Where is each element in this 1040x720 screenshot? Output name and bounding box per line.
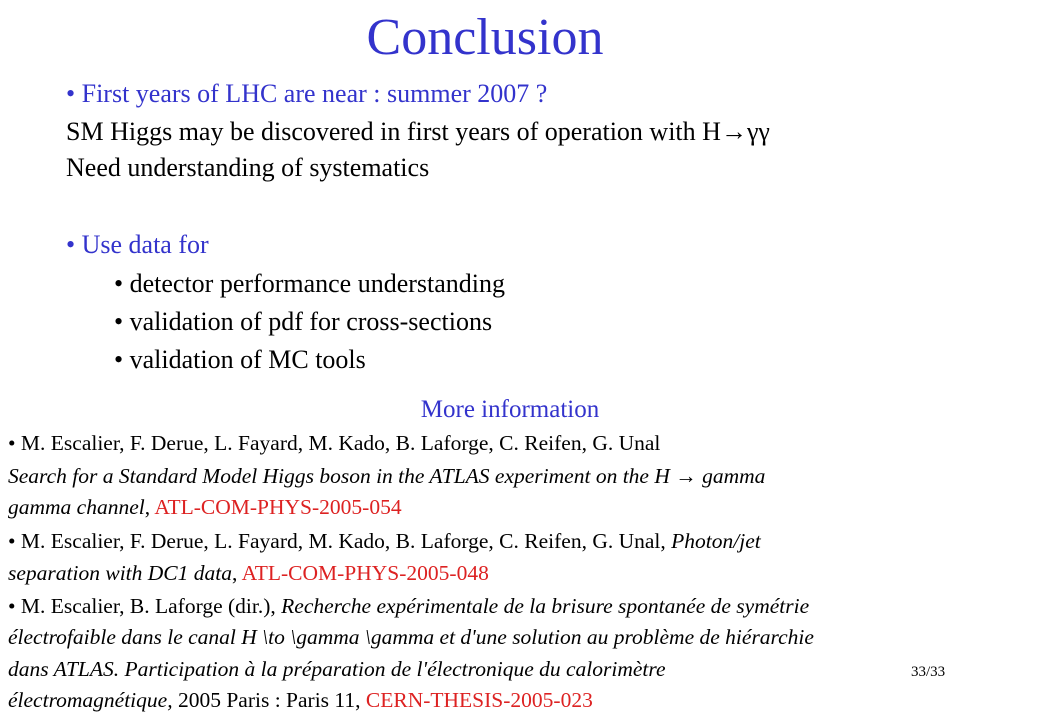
bullet-dot: • (66, 79, 76, 108)
bullet-text: First years of LHC are near : summer 2007 ? (81, 79, 548, 108)
higgs-discovery-line (66, 114, 770, 150)
reference-report-link[interactable]: CERN-THESIS-2005-023 (365, 688, 593, 712)
sub-bullet-item (114, 342, 366, 378)
reference-separator: , (144, 495, 155, 519)
page-number: 33/33 (911, 664, 946, 680)
bullet-dot: • (114, 307, 124, 336)
reference-3-title (8, 622, 814, 652)
reference-3-title-end (8, 685, 593, 715)
sub-bullet-text: validation of MC tools (129, 345, 366, 374)
reference-title: gamma (696, 464, 766, 488)
reference-title: dans ATLAS. Participation à la préparation de l'électronique du calorimètre (8, 657, 666, 681)
bullet-dot: • (114, 269, 124, 298)
right-arrow-icon: → (720, 117, 747, 146)
reference-title: électromagnétique, (8, 688, 173, 712)
bullet-dot: • (66, 230, 76, 259)
reference-authors: M. Escalier, F. Derue, L. Fayard, M. Kado, B. Laforge, C. Reifen, G. Unal (20, 431, 661, 455)
systematics-line: Need understanding of systematics (66, 153, 430, 182)
reference-title: Search for a Standard Model Higgs boson in the ATLAS experiment on the H (8, 464, 676, 488)
reference-title: gamma channel (8, 495, 145, 519)
bullet-dot: • (8, 594, 16, 618)
higgs-discovery-text: SM Higgs may be discovered in first years of operation with H (66, 117, 721, 146)
bullet-dot: • (114, 345, 124, 374)
reference-title: électrofaible dans le canal H \to \gamma \gamma et d'une solution au problème de hiérarchie (8, 625, 814, 649)
reference-title: Recherche expérimentale de la brisure spontanée de symétrie (281, 594, 810, 618)
reference-3-authors (8, 591, 809, 621)
more-information-heading: More information (420, 396, 600, 423)
slide-title: Conclusion (366, 9, 604, 66)
reference-3-title (8, 654, 666, 684)
sub-bullet-text: validation of pdf for cross-sections (129, 307, 493, 336)
gamma-gamma-symbol: γγ (746, 117, 770, 146)
reference-2-authors (8, 526, 761, 556)
reference-title: Photon/jet (671, 529, 761, 553)
sub-bullet-item (114, 266, 505, 302)
reference-report-link[interactable]: ATL-COM-PHYS-2005-054 (154, 495, 402, 519)
bullet-dot: • (8, 529, 16, 553)
right-arrow-icon: → (675, 464, 697, 488)
reference-report-link[interactable]: ATL-COM-PHYS-2005-048 (241, 561, 489, 585)
reference-authors: M. Escalier, F. Derue, L. Fayard, M. Kado, B. Laforge, C. Reifen, G. Unal, (20, 529, 672, 553)
bullet-use-data (66, 227, 209, 263)
reference-2-title (8, 558, 489, 588)
reference-authors: M. Escalier, B. Laforge (dir.), (20, 594, 282, 618)
reference-publisher: 2005 Paris : Paris 11, (172, 688, 366, 712)
sub-bullet-text: detector performance understanding (129, 269, 505, 298)
bullet-lhc-timing (66, 76, 547, 112)
reference-1-title (8, 461, 765, 491)
reference-1-title-end (8, 492, 402, 522)
sub-bullet-item (114, 304, 492, 340)
reference-separator: , (231, 561, 242, 585)
bullet-text: Use data for (81, 230, 209, 259)
bullet-dot: • (8, 431, 16, 455)
reference-1-authors (8, 428, 660, 458)
reference-title: separation with DC1 data (8, 561, 232, 585)
